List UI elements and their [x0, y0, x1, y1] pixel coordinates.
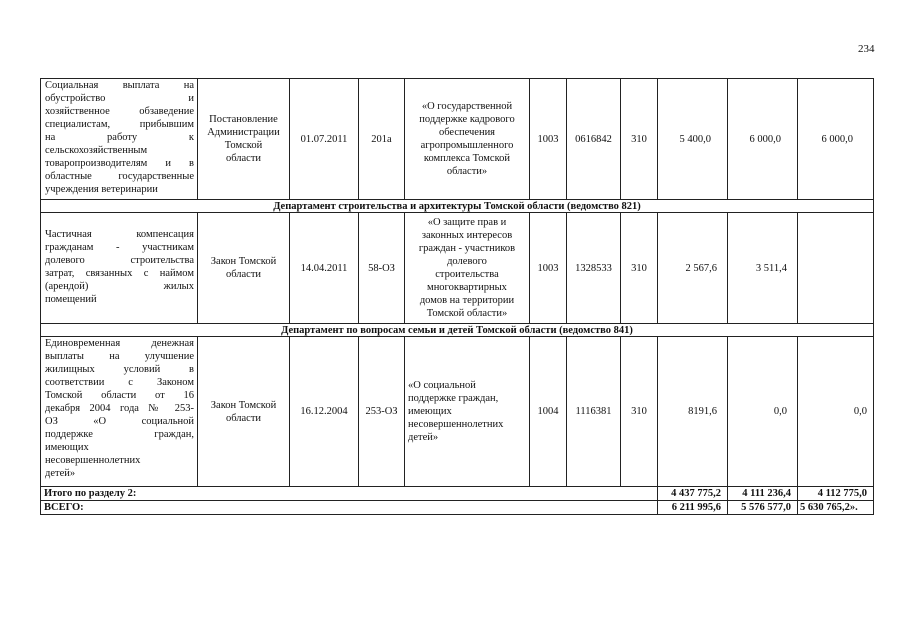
row2-date: 14.04.2011 [300, 262, 348, 274]
row3-y2013: 0,0 [853, 406, 867, 417]
row3-target: 1116381 [575, 406, 612, 417]
grand-total-2013: 5 630 765,2». [800, 502, 858, 513]
row3-expense-type: 310 [631, 406, 647, 417]
section-total-2012: 4 111 236,4 [742, 488, 791, 499]
row1-date: 01.07.2011 [300, 133, 348, 145]
page-number: 234 [858, 43, 875, 55]
row2-target: 1328533 [575, 262, 612, 274]
grand-total-2012: 5 576 577,0 [741, 502, 791, 513]
row3-title: «О социальной поддержке граждан, имеющих несовершеннолетних детей» [408, 380, 504, 443]
row1-section: 1003 [537, 133, 559, 145]
row1-expense-type: 310 [631, 133, 647, 145]
row3-act-type: Закон Томской области [210, 399, 277, 424]
row2-number: 58-ОЗ [368, 262, 395, 274]
row1-act-type: Постановление Администрации Томской области [207, 114, 280, 164]
row2-y2013 [798, 213, 860, 323]
row1-target: 0616842 [575, 133, 612, 145]
row2-title: «О защите прав и законных интересов граждан - участников долевого строительства многоквартирных домов на территории Томской области» [418, 217, 516, 319]
grand-total-label: ВСЕГО: [44, 502, 84, 513]
grand-total-2011: 6 211 995,6 [671, 502, 721, 513]
row2-description: Частичная компенсация гражданам - участникам долевого строительства затрат, связанных с наймом (арендой) жилых помещений [45, 229, 194, 305]
row3-description: Единовременная денежная выплаты на улучшение жилищных условий в соответствии с Законом Томской области от 16 декабря 2004 года № 253- ОЗ «О социальной поддержке граждан, имеющих несовершеннолетних детей» [45, 338, 194, 479]
section-total-2011: 4 437 775,2 [671, 488, 721, 499]
section-total-label: Итого по разделу 2: [44, 488, 137, 499]
row2-y2012: 3 511,4 [755, 262, 787, 274]
row1-y2011: 5 400,0 [679, 133, 711, 145]
department-841-header: Департамент по вопросам семьи и детей Томской области (ведомство 841) [281, 325, 633, 336]
row1-number: 201а [371, 133, 392, 145]
row1-title: «О государственной поддержке кадрового обеспечения агропромышленного комплекса Томской области» [419, 101, 515, 177]
row3-y2012: 0,0 [773, 406, 787, 417]
row3-number: 253-ОЗ [365, 406, 398, 417]
row1-description: Социальная выплата на обустройство и хозяйственное обзаведение специалистам, прибывшим на работу к сельскохозяйственным товаропроизводителям и в областные государственные учреждения ветеринарии [45, 80, 194, 195]
row3-date: 16.12.2004 [300, 406, 348, 417]
row1-y2012: 6 000,0 [749, 133, 781, 145]
row2-y2011: 2 567,6 [685, 262, 717, 274]
row2-act-type: Закон Томской области [210, 256, 277, 280]
row3-y2011: 8191,6 [688, 406, 717, 417]
department-821-header: Департамент строительства и архитектуры Томской области (ведомство 821) [273, 201, 641, 212]
row2-expense-type: 310 [631, 262, 647, 274]
row1-y2013: 6 000,0 [821, 133, 853, 145]
row3-section: 1004 [537, 406, 559, 417]
row2-section: 1003 [537, 262, 559, 274]
section-total-2013: 4 112 775,0 [817, 488, 867, 499]
